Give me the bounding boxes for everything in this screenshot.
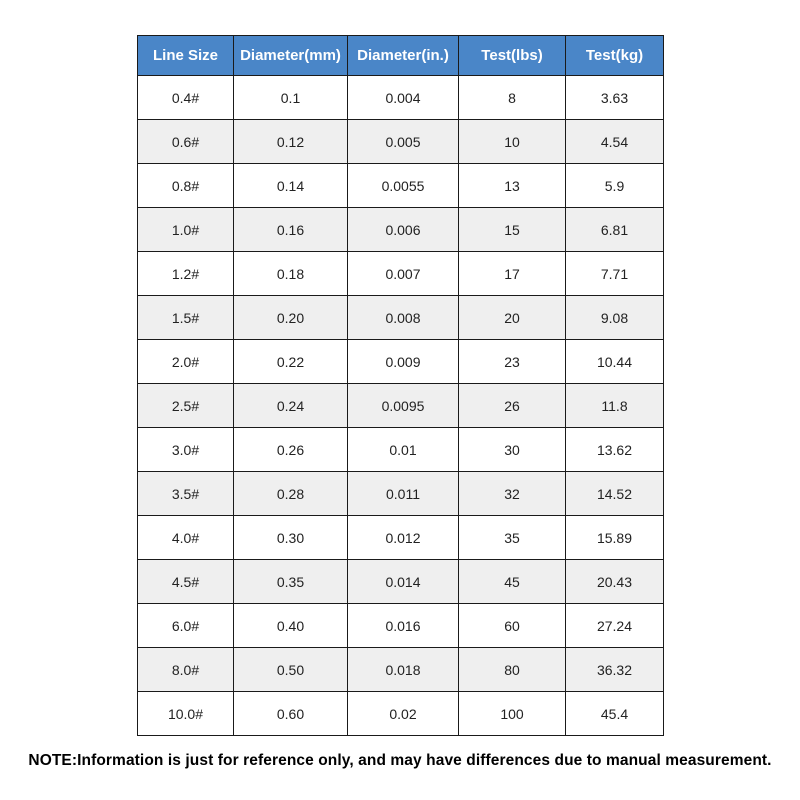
table-cell: 7.71 [566,252,664,296]
table-cell: 0.26 [234,428,348,472]
table-cell: 0.01 [348,428,459,472]
table-cell: 0.4# [138,76,234,120]
table-cell: 30 [459,428,566,472]
table-row [138,472,664,516]
table-cell: 32 [459,472,566,516]
table-cell: 0.24 [234,384,348,428]
column-header: Test(kg) [566,36,664,76]
table-cell: 36.32 [566,648,664,692]
table-cell: 60 [459,604,566,648]
table-cell: 0.011 [348,472,459,516]
column-header: Test(lbs) [459,36,566,76]
table-row [138,340,664,384]
table-cell: 8 [459,76,566,120]
table-cell: 3.5# [138,472,234,516]
table-row [138,120,664,164]
table-cell: 4.54 [566,120,664,164]
table-cell: 4.5# [138,560,234,604]
table-cell: 23 [459,340,566,384]
table-cell: 6.81 [566,208,664,252]
table-cell: 0.005 [348,120,459,164]
table-cell: 0.016 [348,604,459,648]
table-cell: 0.60 [234,692,348,736]
table-row [138,560,664,604]
table-cell: 35 [459,516,566,560]
line-spec-table [137,35,664,736]
table-cell: 0.0055 [348,164,459,208]
table-cell: 15.89 [566,516,664,560]
table-cell: 17 [459,252,566,296]
table-cell: 0.14 [234,164,348,208]
table-row [138,428,664,472]
note-text: NOTE:Information is just for reference only, and may have differences due to manual measurement. [28,752,772,769]
table-cell: 6.0# [138,604,234,648]
table-header-row [138,36,664,76]
table-cell: 0.008 [348,296,459,340]
table-cell: 0.02 [348,692,459,736]
table-cell: 1.0# [138,208,234,252]
table-cell: 0.22 [234,340,348,384]
table-cell: 4.0# [138,516,234,560]
table-body [138,76,664,736]
table-cell: 0.1 [234,76,348,120]
table-row [138,516,664,560]
table-cell: 13.62 [566,428,664,472]
table-cell: 0.6# [138,120,234,164]
table-cell: 9.08 [566,296,664,340]
table-row [138,76,664,120]
table-cell: 0.50 [234,648,348,692]
table-cell: 20 [459,296,566,340]
table-cell: 3.63 [566,76,664,120]
column-header: Line Size [138,36,234,76]
table-cell: 0.12 [234,120,348,164]
table-cell: 11.8 [566,384,664,428]
table-cell: 27.24 [566,604,664,648]
table-row [138,296,664,340]
table-cell: 2.5# [138,384,234,428]
table-cell: 1.5# [138,296,234,340]
column-header: Diameter(in.) [348,36,459,76]
table-cell: 0.28 [234,472,348,516]
table-cell: 1.2# [138,252,234,296]
table-cell: 0.20 [234,296,348,340]
table-cell: 10 [459,120,566,164]
table-cell: 15 [459,208,566,252]
table-cell: 0.018 [348,648,459,692]
table-cell: 3.0# [138,428,234,472]
table-row [138,208,664,252]
table-cell: 100 [459,692,566,736]
table-row [138,604,664,648]
table-cell: 45 [459,560,566,604]
table-cell: 0.012 [348,516,459,560]
table-row [138,692,664,736]
table-cell: 26 [459,384,566,428]
table-cell: 14.52 [566,472,664,516]
table-cell: 45.4 [566,692,664,736]
table-row [138,252,664,296]
table-cell: 0.006 [348,208,459,252]
table-cell: 0.35 [234,560,348,604]
table-row [138,384,664,428]
table-cell: 0.16 [234,208,348,252]
table-cell: 10.0# [138,692,234,736]
table-cell: 20.43 [566,560,664,604]
table-row [138,164,664,208]
table-row [138,648,664,692]
column-header: Diameter(mm) [234,36,348,76]
table-cell: 0.009 [348,340,459,384]
table-cell: 0.8# [138,164,234,208]
table-cell: 0.0095 [348,384,459,428]
table-cell: 0.18 [234,252,348,296]
table-cell: 5.9 [566,164,664,208]
table-cell: 8.0# [138,648,234,692]
table-cell: 80 [459,648,566,692]
table-cell: 13 [459,164,566,208]
table-cell: 0.007 [348,252,459,296]
table-cell: 10.44 [566,340,664,384]
table-cell: 2.0# [138,340,234,384]
table-cell: 0.30 [234,516,348,560]
table-cell: 0.40 [234,604,348,648]
table-cell: 0.004 [348,76,459,120]
table-cell: 0.014 [348,560,459,604]
